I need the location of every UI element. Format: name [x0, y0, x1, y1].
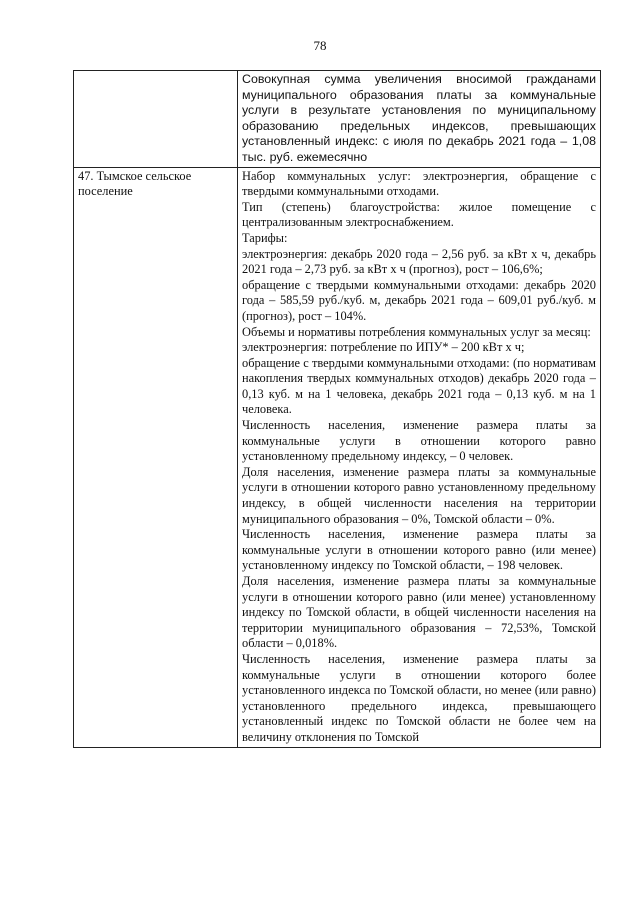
description-cell: [238, 167, 601, 747]
paragraph: Совокупная сумма увеличения вносимой гражданами муниципального образования платы за коммунальные услуги в результате установления по муниципальному образованию предельных индексов, превышающих установленный индекс: с июля по декабрь 2021 года – 1,08 тыс. руб. ежемесячно: [242, 72, 596, 164]
paragraph: обращение с твердыми коммунальными отходами: декабрь 2020 года – 585,59 руб./куб. м, декабрь 2021 года – 609,01 руб./куб. м (прогноз), рост – 104%.: [242, 277, 596, 323]
paragraph: Объемы и нормативы потребления коммунальных услуг за месяц:: [242, 324, 591, 339]
paragraph: обращение с твердыми коммунальными отходами: (по нормативам накопления твердых коммунальных отходов) декабрь 2020 года – 0,13 куб. м на 1 человека, декабрь 2021 года – 0,13 куб. м на 1 человека.: [242, 355, 596, 417]
description-cell: [238, 71, 601, 168]
table-row: [74, 71, 601, 168]
municipality-cell: [74, 71, 238, 168]
table-row: [74, 167, 601, 747]
municipality-cell: 47. Тымское сельское поселение: [74, 167, 238, 747]
paragraph: Доля населения, изменение размера платы за коммунальные услуги в отношении которого равно (или менее) установленному индексу по Томской области, в общей численности населения на территории муниципального образования – 72,53%, Томской области – 0,018%.: [242, 574, 596, 651]
paragraph: Доля населения, изменение размера платы за коммунальные услуги в отношении которого равно установленному предельному индексу, в общей численности населения на территории муниципального образования – 0%, Томской области – 0%.: [242, 464, 596, 526]
page-number: 78: [313, 38, 327, 53]
paragraph: Численность населения, изменение размера платы за коммунальные услуги в отношении которого равно (или менее) установленному индексу по Томской области, – 198 человек.: [242, 527, 596, 573]
tariff-table: [73, 70, 601, 748]
paragraph: Тип (степень) благоустройства: жилое помещение с централизованным электроснабжением.: [242, 199, 596, 230]
paragraph: Тарифы:: [242, 230, 288, 245]
paragraph: Численность населения, изменение размера платы за коммунальные услуги в отношении которого более установленного индекса по Томской области, но менее (или равно) установленного предельного индекса, превышающего установленный индекс по Томской области не более чем на величину отклонения по Томской: [242, 651, 596, 744]
paragraph: Численность населения, изменение размера платы за коммунальные услуги в отношении которого равно установленному предельному индексу, – 0 человек.: [242, 418, 596, 464]
paragraph: электроэнергия: потребление по ИПУ* – 200 кВт х ч;: [242, 340, 525, 355]
paragraph: электроэнергия: декабрь 2020 года – 2,56 руб. за кВт х ч, декабрь 2021 года – 2,73 руб. за кВт х ч (прогноз), рост – 106,6%;: [242, 246, 596, 277]
paragraph: Набор коммунальных услуг: электроэнергия, обращение с твердыми коммунальными отходами.: [242, 168, 596, 199]
